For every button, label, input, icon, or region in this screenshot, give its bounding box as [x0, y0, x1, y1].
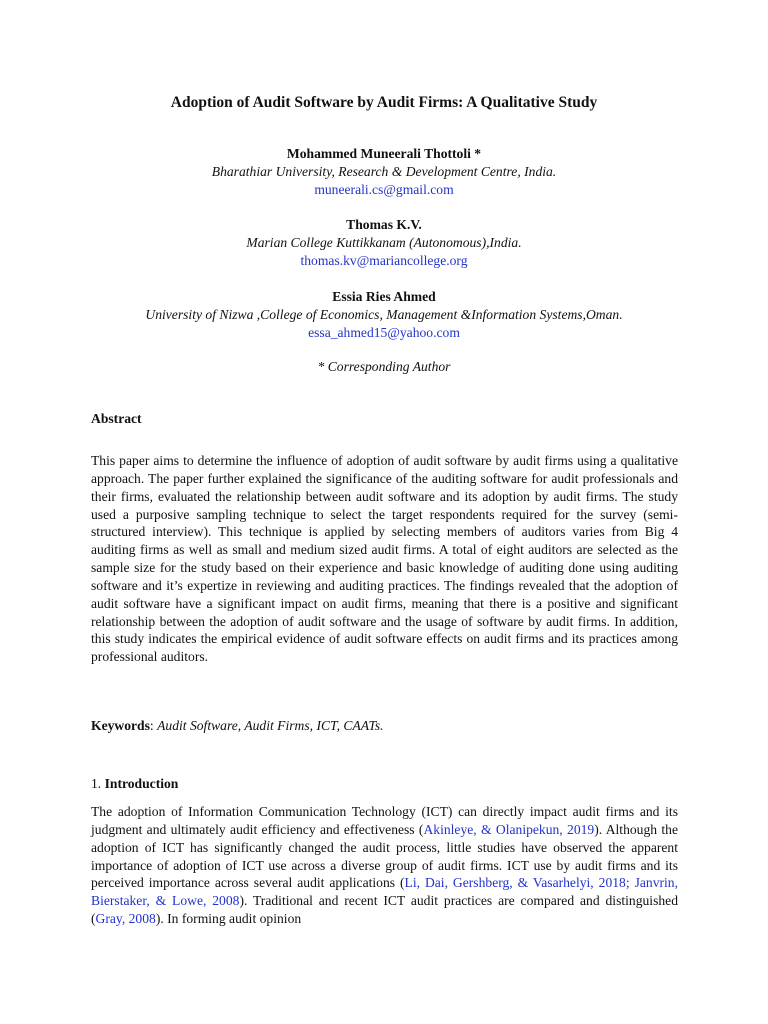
section-number: 1.: [91, 776, 105, 791]
introduction-heading: [91, 776, 178, 792]
intro-text: ). In forming audit opinion: [155, 911, 302, 927]
keywords-separator: :: [149, 718, 158, 733]
author-name: Mohammed Muneerali Thottoli *: [286, 146, 482, 161]
corresponding-author-note: * Corresponding Author: [317, 359, 451, 374]
author-affiliation: Bharathiar University, Research & Development Centre, India.: [211, 164, 557, 179]
author-email-link[interactable]: thomas.kv@mariancollege.org: [300, 253, 468, 268]
introduction-paragraph: [91, 803, 678, 928]
abstract-heading: Abstract: [91, 411, 142, 426]
citation-link[interactable]: Gray, 2008: [95, 911, 156, 927]
author-name: Essia Ries Ahmed: [332, 289, 436, 304]
citation-link[interactable]: Akinleye, & Olanipekun, 2019: [423, 821, 595, 837]
author-1: [0, 145, 768, 199]
paper-title: Adoption of Audit Software by Audit Firms: A Qualitative Study: [170, 94, 598, 111]
keywords-list: Audit Software, Audit Firms, ICT, CAATs.: [157, 718, 384, 733]
section-title: Introduction: [104, 776, 179, 791]
citation-link[interactable]: Li, Dai, Gershberg, & Vasarhelyi, 2018; Janvrin, Bierstaker, & Lowe, 2008: [91, 875, 678, 909]
author-email-link[interactable]: muneerali.cs@gmail.com: [314, 182, 454, 197]
intro-text: ). Traditional and recent ICT audit practices are compared and distinguished (: [91, 893, 678, 927]
author-3: [0, 288, 768, 342]
abstract-text: This paper aims to determine the influence of adoption of audit software by audit firms using a qualitative approach. The paper further explained the significance of the auditing software for audit professionals and their firms, evaluated the relationship between audit software and its adoption by audit firms. The study used a purposive sampling technique to select the target respondents required for the survey (semi-structured interview). This technique is applied by selecting members of auditors varies from Big 4 auditing firms as well as small and medium sized audit firms. A total of eight auditors are selected as the sample size for the study based on their experience and basic knowledge of auditing done using auditing software and it’s expertize in reviewing and auditing practices. The findings revealed that the adoption of audit software have a significant impact on audit firms, meaning that there is a positive and significant relationship between the adoption of audit software and the usage of software by audit firms. In addition, this study indicates the empirical evidence of audit software effects on audit firms and its practices among professional auditors.: [91, 453, 678, 665]
intro-text: ). Although the adoption of ICT has significantly changed the audit process, little studies have observed the apparent importance of adoption of ICT use across a diverse group of audit firms. ICT use by audit firms and its perceived importance across several audit applications (: [91, 821, 678, 891]
intro-text: The adoption of Information Communication Technology (ICT) can directly impact audit firms and its judgment and ultimately audit efficiency and effectiveness (: [91, 804, 678, 837]
author-name: Thomas K.V.: [346, 217, 422, 232]
keywords-line: [91, 718, 384, 734]
author-2: [0, 216, 768, 270]
author-affiliation: Marian College Kuttikkanam (Autonomous),India.: [246, 235, 522, 250]
author-email-link[interactable]: essa_ahmed15@yahoo.com: [308, 325, 460, 340]
author-affiliation: University of Nizwa ,College of Economics, Management &Information Systems,Oman.: [145, 307, 623, 322]
keywords-label: Keywords: [91, 718, 150, 733]
